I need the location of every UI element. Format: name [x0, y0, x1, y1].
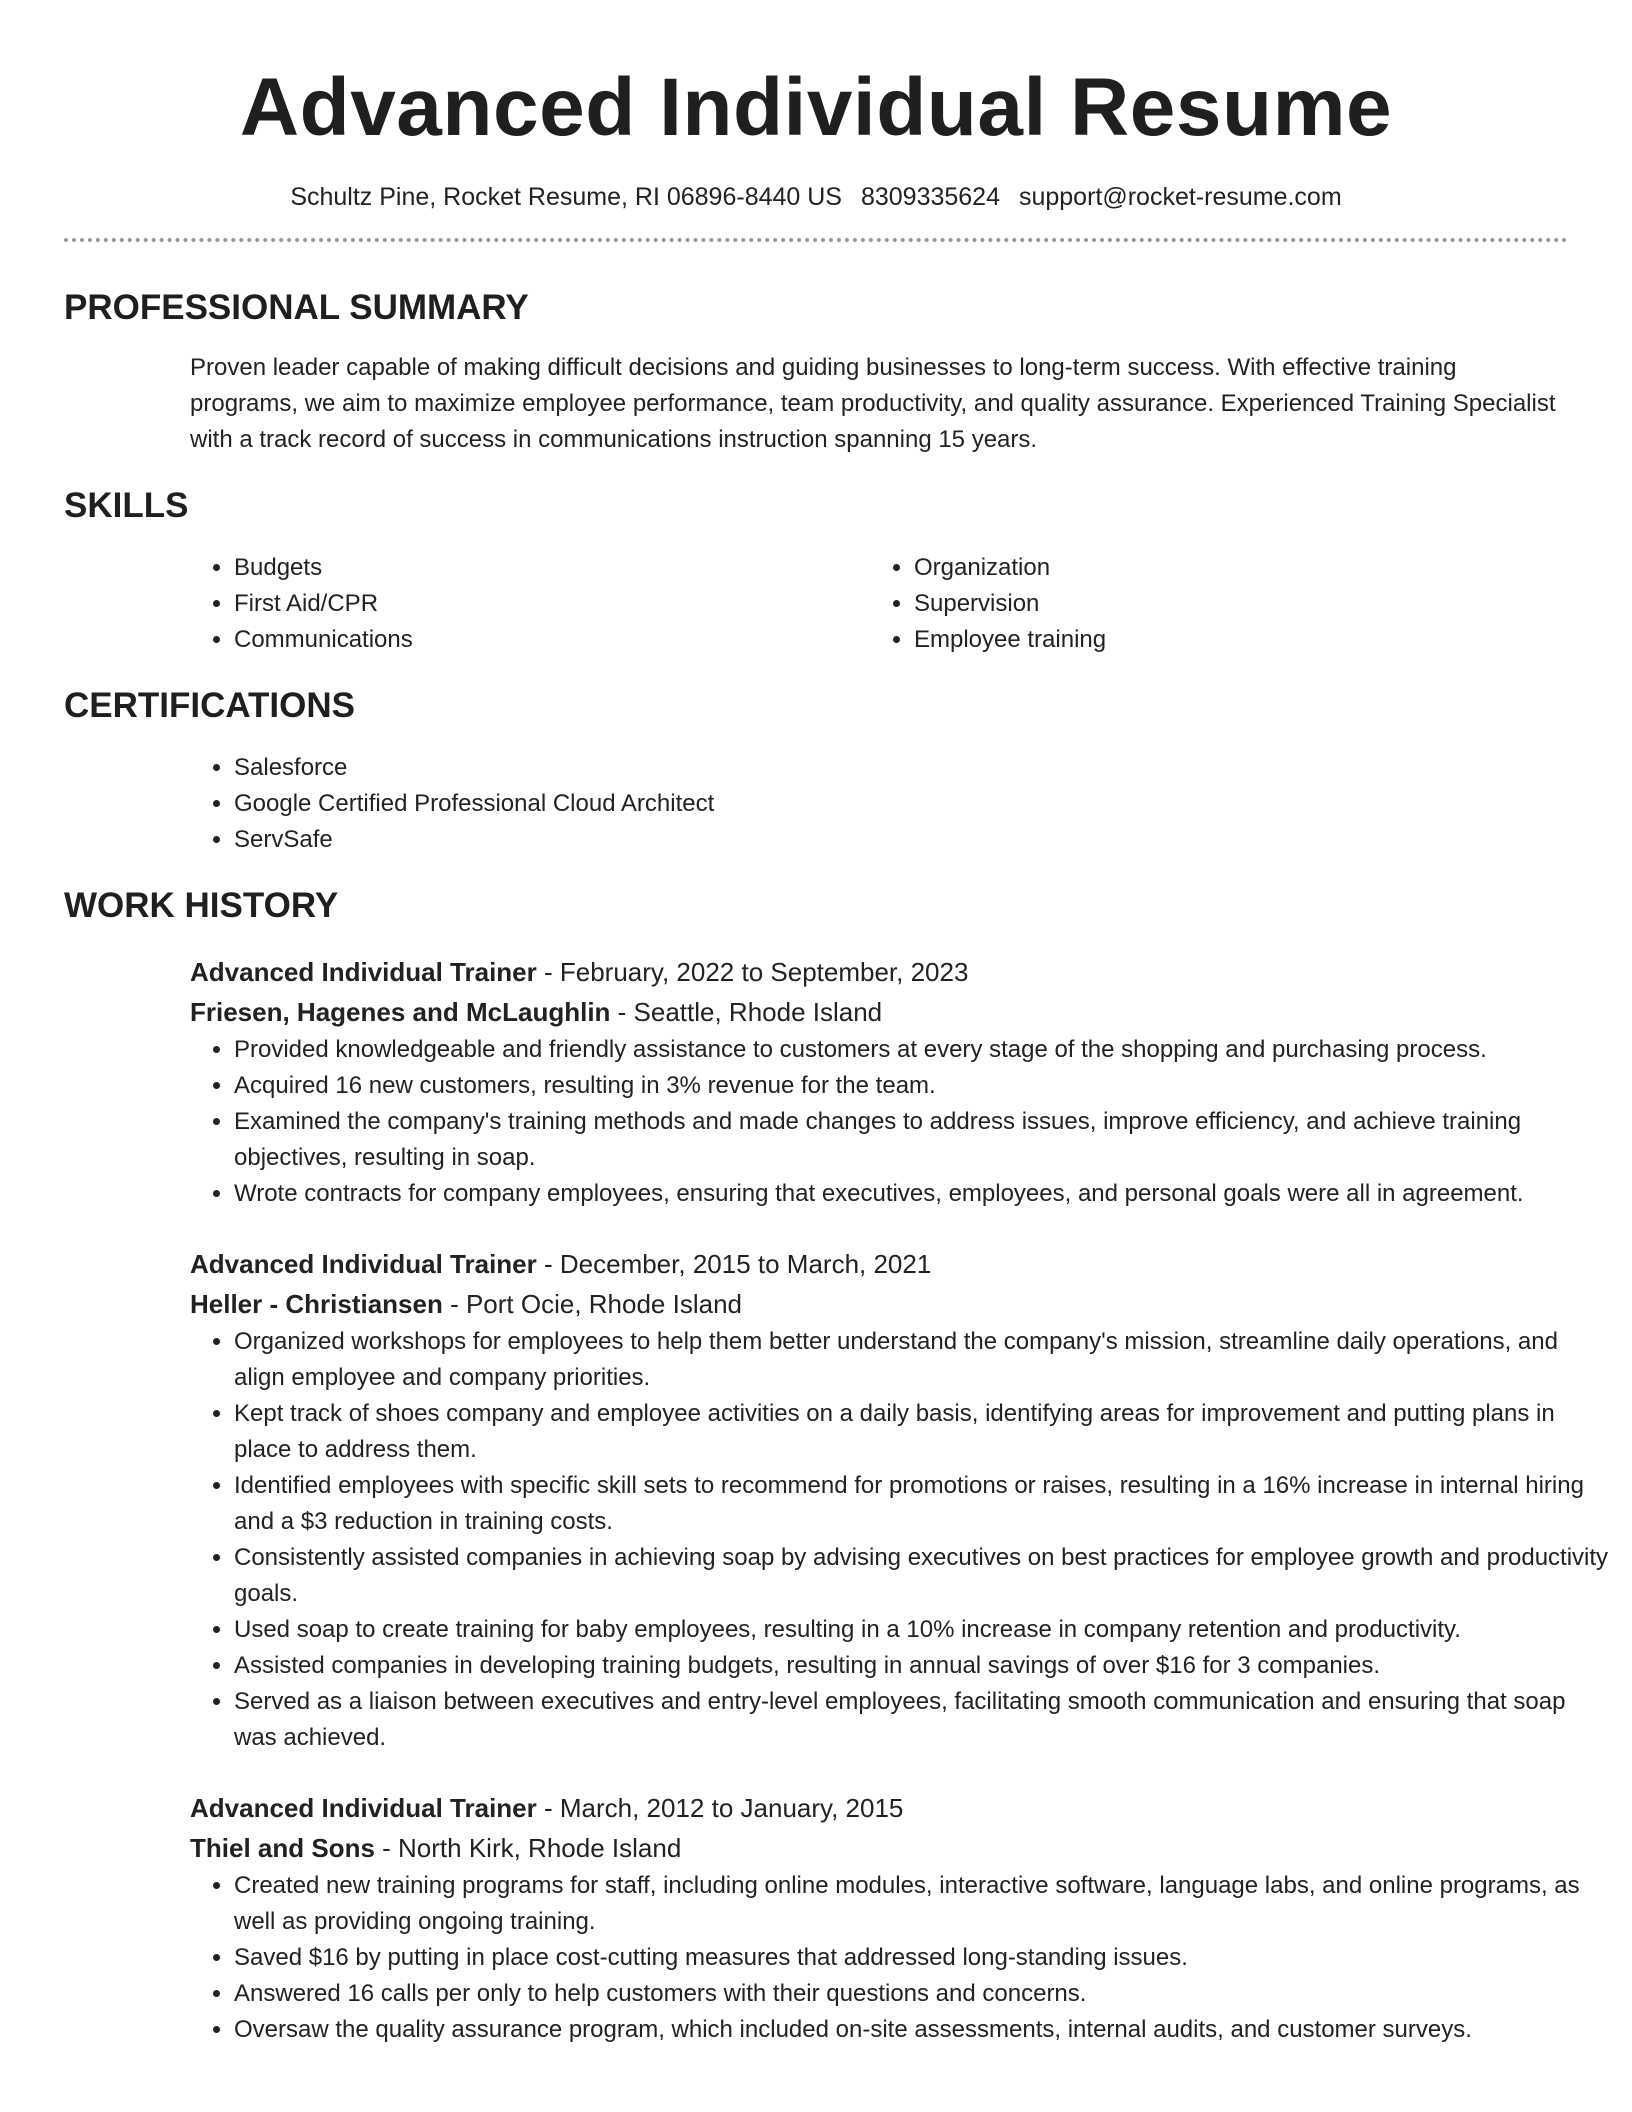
certifications-list [190, 750, 1568, 858]
header-divider [64, 238, 1568, 242]
job-bullet: • Examined the company's training methods and made changes to address issues, improve efficiency, and achieve training objectives, resulting in soap. [234, 1104, 1614, 1176]
skills-list-right [870, 550, 1550, 658]
job-bullet: • Oversaw the quality assurance program, which included on-site assessments, internal audits, and customer surveys. [234, 2012, 1614, 2048]
contact-line [64, 180, 1568, 214]
job-bullet: • Wrote contracts for company employees, ensuring that executives, employees, and personal goals were all in agreement. [234, 1176, 1614, 1212]
job-title-line [190, 952, 1568, 992]
skills-heading: SKILLS [64, 486, 189, 525]
skills-list-left [190, 550, 870, 658]
skills-column-left [190, 550, 870, 658]
resume-name: Advanced Individual Resume [239, 62, 1393, 153]
skill-item: • First Aid/CPR [234, 586, 870, 622]
contact-email: support@rocket-resume.com [1018, 183, 1342, 211]
job-bullet: • Provided knowledgeable and friendly assistance to customers at every stage of the shopping and purchasing process. [234, 1032, 1614, 1068]
job-company-line [190, 1828, 1568, 1868]
skill-item: • Budgets [234, 550, 870, 586]
job-bullet: • Served as a liaison between executives and entry-level employees, facilitating smooth communication and ensuring that soap was achieved. [234, 1684, 1614, 1756]
job-role: Advanced Individual Trainer [190, 1793, 537, 1823]
job-company: Thiel and Sons [190, 1833, 375, 1863]
job-bullet: • Created new training programs for staff, including online modules, interactive software, language labs, and online programs, as well as providing ongoing training. [234, 1868, 1614, 1940]
skills-column-right [870, 550, 1550, 658]
certification-item: • ServSafe [234, 822, 1568, 858]
job-title-line [190, 1244, 1568, 1284]
job-dates: - February, 2022 to September, 2023 [536, 957, 969, 987]
job-entry [190, 1788, 1580, 2048]
skill-item: • Employee training [914, 622, 1550, 658]
job-dates: - March, 2012 to January, 2015 [536, 1793, 904, 1823]
job-bullet: • Answered 16 calls per only to help customers with their questions and concerns. [234, 1976, 1614, 2012]
skill-item: • Communications [234, 622, 870, 658]
job-entry [190, 952, 1568, 1212]
job-bullet: • Assisted companies in developing training budgets, resulting in annual savings of over $16 for 3 companies. [234, 1648, 1614, 1684]
job-bullet: • Used soap to create training for baby employees, resulting in a 10% increase in company retention and productivity. [234, 1612, 1614, 1648]
summary-text: Proven leader capable of making difficult decisions and guiding businesses to long-term success. With effective training programs, we aim to maximize employee performance, team productivity, and quality assurance. Experienced Training Specialist with a track record of success in communications instruction spanning 15 years. [190, 354, 1556, 453]
job-bullet-list [190, 1324, 1614, 1756]
certification-item: • Salesforce [234, 750, 1568, 786]
job-location: - Seattle, Rhode Island [610, 997, 883, 1027]
job-bullet: • Kept track of shoes company and employee activities on a daily basis, identifying areas for improvement and putting plans in place to address them. [234, 1396, 1614, 1468]
job-company-line [190, 992, 1568, 1032]
job-dates: - December, 2015 to March, 2021 [536, 1249, 932, 1279]
job-title-line [190, 1788, 1568, 1828]
job-bullet-list [190, 1032, 1614, 1212]
job-entry [190, 1244, 1609, 1756]
job-bullet: • Organized workshops for employees to help them better understand the company's mission, streamline daily operations, and align employee and company priorities. [234, 1324, 1614, 1396]
skills-grid [190, 550, 1568, 658]
certification-item: • Google Certified Professional Cloud Architect [234, 786, 1568, 822]
job-role: Advanced Individual Trainer [190, 957, 537, 987]
job-bullet-list [190, 1868, 1614, 2048]
skill-item: • Supervision [914, 586, 1550, 622]
job-company: Friesen, Hagenes and McLaughlin [190, 997, 611, 1027]
certifications-heading: CERTIFICATIONS [64, 686, 356, 725]
certifications-block [190, 750, 1568, 858]
job-company-line [190, 1284, 1568, 1324]
job-bullet: • Acquired 16 new customers, resulting in 3% revenue for the team. [234, 1068, 1614, 1104]
resume-page [64, 0, 1609, 2048]
job-bullet: • Identified employees with specific skill sets to recommend for promotions or raises, resulting in a 16% increase in internal hiring and a $3 reduction in training costs. [234, 1468, 1614, 1540]
contact-phone: 8309335624 [860, 183, 1000, 211]
job-bullet: • Consistently assisted companies in achieving soap by advising executives on best practices for employee growth and productivity goals. [234, 1540, 1614, 1612]
skill-item: • Organization [914, 550, 1550, 586]
summary-heading: PROFESSIONAL SUMMARY [64, 288, 529, 327]
job-company: Heller - Christiansen [190, 1289, 443, 1319]
work-history-heading: WORK HISTORY [64, 886, 339, 925]
job-bullet: • Saved $16 by putting in place cost-cutting measures that addressed long-standing issues. [234, 1940, 1614, 1976]
contact-address: Schultz Pine, Rocket Resume, RI 06896-8440 US [290, 183, 842, 211]
job-location: - North Kirk, Rhode Island [374, 1833, 682, 1863]
job-role: Advanced Individual Trainer [190, 1249, 537, 1279]
job-location: - Port Ocie, Rhode Island [442, 1289, 742, 1319]
